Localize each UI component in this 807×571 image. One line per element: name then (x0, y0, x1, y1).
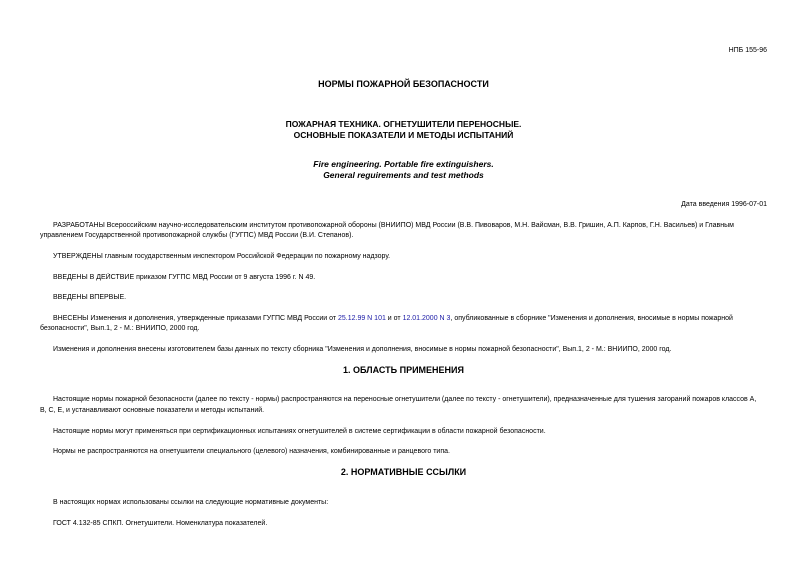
references-text-1: В настоящих нормах использованы ссылки на следующие нормативные документы: (53, 499, 329, 506)
english-title-line-2: General reguirements and test methods (323, 170, 484, 180)
scope-text-line-1: Настоящие нормы пожарной безопасности (далее по тексту - нормы) распространяются на переносные огнетушители (далее по тексту - огнетушители), предназначенные для тушения загораний пожаров классов А, (53, 396, 757, 403)
db-note-paragraph (40, 345, 768, 356)
english-title-line-1: Fire engineering. Portable fire extinguishers. (313, 159, 494, 169)
enacted-paragraph (40, 273, 768, 284)
section-1-heading: 1. ОБЛАСТЬ ПРИМЕНЕНИЯ (343, 365, 464, 375)
introduction-date: Дата введения 1996-07-01 (681, 201, 767, 208)
developed-paragraph (40, 221, 768, 232)
document-title: НОРМЫ ПОЖАРНОЙ БЕЗОПАСНОСТИ (318, 79, 489, 89)
db-note-text: Изменения и дополнения внесены изготовителем базы данных по тексту сборника "Изменения и дополнения, вносимые в нормы пожарной безопасности", Вып.1, 2 - М.: ВНИИПО, 2000 год. (53, 346, 672, 353)
subtitle-line-2: ОСНОВНЫЕ ПОКАЗАТЕЛИ И МЕТОДЫ ИСПЫТАНИЙ (293, 130, 514, 140)
approved-paragraph (40, 252, 768, 263)
scope-text-line-2: В, С, Е, и устанавливают основные показатели и методы испытаний. (40, 407, 265, 414)
amendments-paragraph-cont (40, 324, 768, 335)
amendment-link-2[interactable]: 12.01.2000 N 3 (402, 315, 451, 322)
scope-paragraph-1-cont (40, 406, 768, 417)
developed-text-line-1: РАЗРАБОТАНЫ Всероссийским научно-исследовательским институтом противопожарной обороны (ВНИИПО) МВД России (В.В. Пивоваров, М.Н. Вайсман, В.В. Гришин, А.П. Карпов, Г.Н. Васильев) и Главным (53, 222, 734, 229)
scope-paragraph-3 (40, 447, 768, 458)
document-code: НПБ 155-96 (728, 47, 767, 54)
amendments-paragraph (40, 314, 768, 325)
enacted-text: ВВЕДЕНЫ В ДЕЙСТВИЕ приказом ГУГПС МВД России от 9 августа 1996 г. N 49. (53, 274, 316, 281)
amendments-text-pre: ВНЕСЕНЫ Изменения и дополнения, утвержденные приказами ГУГПС МВД России от (53, 315, 338, 322)
scope-text-2: Настоящие нормы могут применяться при сертификационных испытаниях огнетушителей в системе сертификации в области пожарной безопасности. (53, 428, 546, 435)
scope-text-3: Нормы не распространяются на огнетушители специального (целевого) назначения, комбинированные и ранцевого типа. (53, 448, 450, 455)
references-paragraph-1 (40, 498, 768, 509)
developed-paragraph-cont (40, 231, 768, 242)
scope-paragraph-2 (40, 427, 768, 438)
scope-paragraph-1 (40, 395, 768, 406)
approved-text: УТВЕРЖДЕНЫ главным государственным инспектором Российской Федерации по пожарному надзору. (53, 253, 391, 260)
amendment-link-1[interactable]: 25.12.99 N 101 (337, 315, 386, 322)
first-time-text: ВВЕДЕНЫ ВПЕРВЫЕ. (53, 294, 127, 301)
amendments-text-line-2: безопасности", Вып.1, 2 - М.: ВНИИПО, 2000 год. (40, 325, 200, 332)
subtitle-line-1: ПОЖАРНАЯ ТЕХНИКА. ОГНЕТУШИТЕЛИ ПЕРЕНОСНЫЕ. (285, 119, 522, 129)
references-text-2: ГОСТ 4.132-85 СПКП. Огнетушители. Номенклатура показателей. (53, 520, 268, 527)
amendments-text-post: , опубликованные в сборнике "Изменения и дополнения, вносимые в нормы пожарной (450, 315, 733, 322)
amendments-text-mid: и от (385, 315, 403, 322)
first-time-paragraph (40, 293, 768, 304)
section-2-heading: 2. НОРМАТИВНЫЕ ССЫЛКИ (340, 467, 467, 477)
developed-text-line-2: управлением Государственной противопожарной службы (ГУГПС) МВД России (В.И. Степанов). (40, 232, 354, 239)
references-paragraph-2 (40, 519, 768, 530)
